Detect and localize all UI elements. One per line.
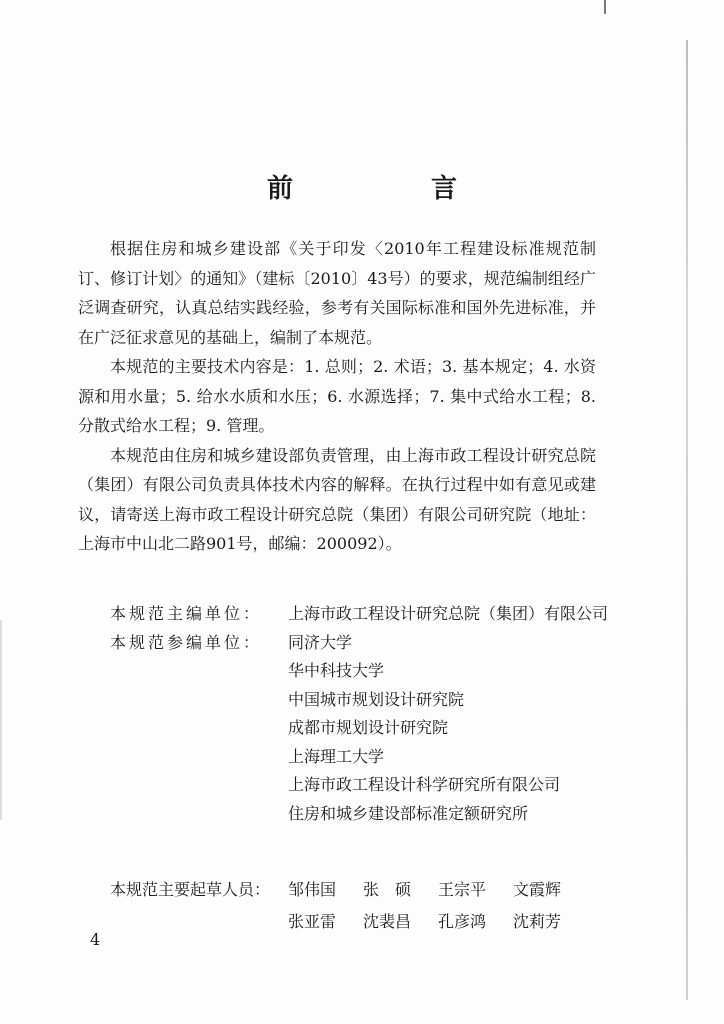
- drafter-name: 邹伟国: [288, 880, 337, 899]
- drafter-name: 张 硕: [363, 880, 412, 899]
- drafter-name: 沈裴昌: [363, 912, 412, 931]
- drafter-name: 孔彦鸿: [438, 912, 487, 931]
- drafter-names: [288, 874, 588, 938]
- drafters-label: 本规范主要起草人员：: [110, 880, 271, 899]
- drafter-name: 文霞辉: [513, 880, 562, 899]
- scan-mark: [604, 0, 606, 14]
- participating-unit: 住房和城乡建设部标准定额研究所: [288, 803, 529, 823]
- page-number: 4: [90, 930, 101, 949]
- participating-unit: 上海市政工程设计科学研究所有限公司: [288, 775, 561, 794]
- participating-units-row: [78, 629, 618, 829]
- participating-unit: 华中科技大学: [288, 661, 385, 680]
- participating-unit: 成都市规划设计研究院: [288, 718, 449, 737]
- editor-units: [78, 600, 618, 828]
- drafters-section: [78, 874, 618, 938]
- chief-editor-list: [288, 600, 618, 629]
- drafters-row: [78, 874, 618, 938]
- paragraph-contents: 本规范的主要技术内容是：1. 总则；2. 术语；3. 基本规定；4. 水资源和用水量；5. 给水水质和水压；6. 水源选择；7. 集中式给水工程；8. 分散式给水工程；9. 管理。: [78, 357, 596, 435]
- drafter-name: 张亚雷: [288, 912, 337, 931]
- participating-unit: 中国城市规划设计研究院: [288, 689, 465, 709]
- scan-edge-line-left: [0, 620, 2, 820]
- participating-list: [288, 629, 618, 829]
- drafter-name: 王宗平: [438, 880, 487, 899]
- participating-unit: 同济大学: [288, 632, 353, 652]
- paragraph-background: 根据住房和城乡建设部《关于印发〈2010年工程建设标准规范制订、修订计划〉的通知》（建标〔2010〕43号）的要求，规范编制组经广泛调查研究，认真总结实践经验，参考有关国际标准和国外先进标准，并在广泛征求意见的基础上，编制了本规范。: [78, 239, 596, 347]
- chief-editor-row: [78, 600, 618, 629]
- chief-editor-label: 本规范主编单位：: [110, 604, 263, 623]
- participating-label: 本规范参编单位：: [110, 632, 263, 652]
- drafter-name: 沈莉芳: [513, 912, 562, 931]
- preface-body: [78, 234, 596, 559]
- paragraph-management: 本规范由住房和城乡建设部负责管理，由上海市政工程设计研究总院（集团）有限公司负责具体技术内容的解释。在执行过程中如有意见或建议，请寄送上海市政工程设计研究总院（集团）有限公司研究院（地址：上海市中山北二路901号，邮编：200092）。: [78, 445, 596, 553]
- chief-editor-unit: 上海市政工程设计研究总院（集团）有限公司: [288, 604, 609, 623]
- page-title: 前 言: [266, 174, 513, 204]
- participating-unit: 上海理工大学: [288, 746, 385, 766]
